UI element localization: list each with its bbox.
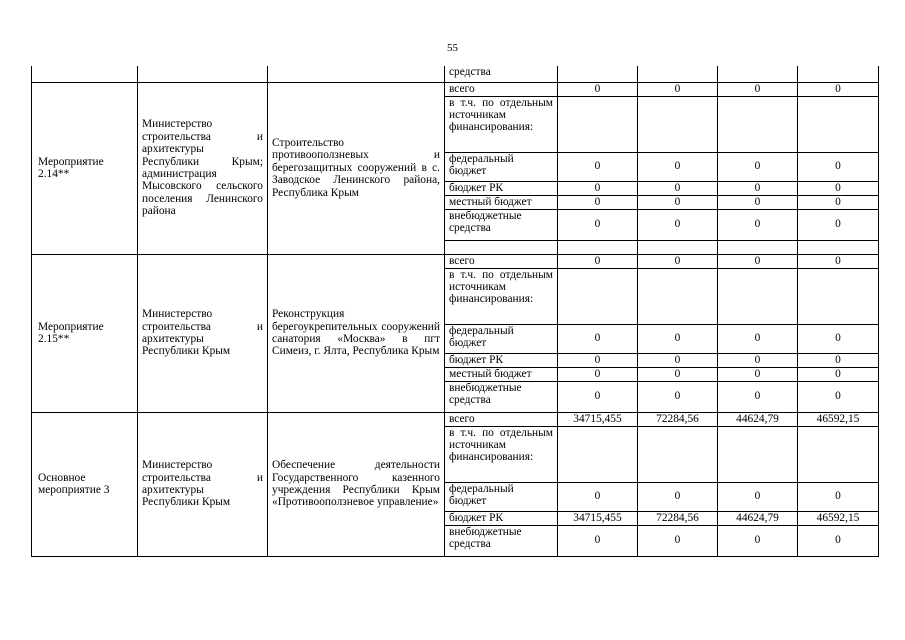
value-cell: [638, 66, 718, 82]
value-cell: 0: [718, 254, 798, 268]
value-cell: 0: [798, 353, 879, 367]
object-name: Реконструкция берегоукрепительных сооружений санатория «Москва» в пгт Симеиз, г. Ялта, Республика Крым: [268, 254, 445, 412]
source-label: федеральный бюджет: [445, 152, 558, 181]
value-cell: 0: [798, 82, 879, 96]
value-cell: 34715,455: [558, 412, 638, 426]
value-cell: 44624,79: [718, 412, 798, 426]
value-cell: 0: [558, 367, 638, 381]
value-cell: 0: [638, 367, 718, 381]
value-cell: 0: [798, 381, 879, 412]
value-cell: 0: [558, 254, 638, 268]
value-cell: 0: [638, 353, 718, 367]
value-cell: 0: [558, 482, 638, 511]
value-cell: 0: [558, 525, 638, 556]
value-cell: [798, 268, 879, 324]
value-cell: 0: [558, 381, 638, 412]
value-cell: 44624,79: [718, 511, 798, 525]
continued-row: [32, 66, 879, 82]
value-cell: 0: [638, 324, 718, 353]
responsible-org: Министерство строительства и архитектуры Республики Крым; администрация Мысовского сельского поселения Ленинского района: [138, 82, 268, 254]
object-cell: [268, 66, 445, 82]
source-label: бюджет РК: [445, 181, 558, 195]
source-label: бюджет РК: [445, 511, 558, 525]
event-name: Мероприятие 2.15**: [32, 254, 138, 412]
source-label: всего: [445, 254, 558, 268]
value-cell: 0: [718, 195, 798, 209]
value-cell: 0: [638, 195, 718, 209]
value-cell: 0: [638, 209, 718, 240]
value-cell: 0: [798, 181, 879, 195]
value-cell: 0: [718, 209, 798, 240]
source-label: местный бюджет: [445, 195, 558, 209]
table-row: [32, 82, 879, 96]
value-cell: 0: [558, 82, 638, 96]
event-name: Основное мероприятие 3: [32, 412, 138, 556]
table-row: [32, 412, 879, 426]
value-cell: [798, 426, 879, 482]
responsible-org: Министерство строительства и архитектуры Республики Крым: [138, 412, 268, 556]
value-cell: 72284,56: [638, 511, 718, 525]
table-row: [32, 254, 879, 268]
value-cell: 0: [798, 195, 879, 209]
value-cell: [718, 240, 798, 254]
value-cell: 0: [718, 482, 798, 511]
value-cell: 0: [718, 152, 798, 181]
event-name: Мероприятие 2.14**: [32, 82, 138, 254]
source-label: [445, 240, 558, 254]
value-cell: [718, 268, 798, 324]
value-cell: [558, 426, 638, 482]
source-label: всего: [445, 412, 558, 426]
source-label: в т.ч. по отдельным источникам финансирования:: [445, 426, 558, 482]
value-cell: [798, 96, 879, 152]
value-cell: [798, 66, 879, 82]
event-cell: [32, 66, 138, 82]
source-label: местный бюджет: [445, 367, 558, 381]
responsible-org: Министерство строительства и архитектуры Республики Крым: [138, 254, 268, 412]
value-cell: 0: [558, 152, 638, 181]
value-cell: 0: [558, 353, 638, 367]
value-cell: 0: [798, 254, 879, 268]
value-cell: 0: [718, 367, 798, 381]
value-cell: [558, 240, 638, 254]
source-label: федеральный бюджет: [445, 324, 558, 353]
value-cell: [638, 426, 718, 482]
value-cell: [558, 96, 638, 152]
value-cell: 0: [718, 525, 798, 556]
value-cell: 0: [798, 525, 879, 556]
source-label: внебюджетные средства: [445, 381, 558, 412]
value-cell: 72284,56: [638, 412, 718, 426]
value-cell: 0: [558, 324, 638, 353]
object-name: Обеспечение деятельности Государственного казенного учреждения Республики Крым «Противооползневое управление»: [268, 412, 445, 556]
value-cell: 46592,15: [798, 511, 879, 525]
source-label: средства: [445, 66, 558, 82]
value-cell: [718, 96, 798, 152]
value-cell: [638, 268, 718, 324]
value-cell: 0: [558, 181, 638, 195]
source-label: бюджет РК: [445, 353, 558, 367]
source-label: внебюджетные средства: [445, 209, 558, 240]
value-cell: 0: [638, 181, 718, 195]
value-cell: 0: [798, 482, 879, 511]
value-cell: 0: [718, 181, 798, 195]
source-label: в т.ч. по отдельным источникам финансирования:: [445, 268, 558, 324]
value-cell: [558, 66, 638, 82]
value-cell: [638, 240, 718, 254]
value-cell: 0: [558, 195, 638, 209]
value-cell: 0: [718, 82, 798, 96]
value-cell: 0: [638, 525, 718, 556]
value-cell: 46592,15: [798, 412, 879, 426]
value-cell: [718, 426, 798, 482]
value-cell: 0: [718, 353, 798, 367]
value-cell: 0: [638, 254, 718, 268]
value-cell: 0: [638, 381, 718, 412]
value-cell: 34715,455: [558, 511, 638, 525]
page-number: 55: [447, 42, 458, 54]
source-label: федеральный бюджет: [445, 482, 558, 511]
source-label: в т.ч. по отдельным источникам финансирования:: [445, 96, 558, 152]
source-label: внебюджетные средства: [445, 525, 558, 556]
value-cell: 0: [558, 209, 638, 240]
value-cell: 0: [638, 82, 718, 96]
value-cell: 0: [638, 152, 718, 181]
value-cell: 0: [798, 324, 879, 353]
value-cell: [798, 240, 879, 254]
object-name: Строительство противооползневых и берегозащитных сооружений в с. Заводское Ленинского района, Республика Крым: [268, 82, 445, 254]
value-cell: 0: [718, 381, 798, 412]
value-cell: 0: [718, 324, 798, 353]
value-cell: 0: [638, 482, 718, 511]
value-cell: [718, 66, 798, 82]
source-label: всего: [445, 82, 558, 96]
org-cell: [138, 66, 268, 82]
value-cell: [638, 96, 718, 152]
value-cell: 0: [798, 152, 879, 181]
value-cell: 0: [798, 367, 879, 381]
value-cell: 0: [798, 209, 879, 240]
value-cell: [558, 268, 638, 324]
funding-table: [31, 66, 879, 557]
